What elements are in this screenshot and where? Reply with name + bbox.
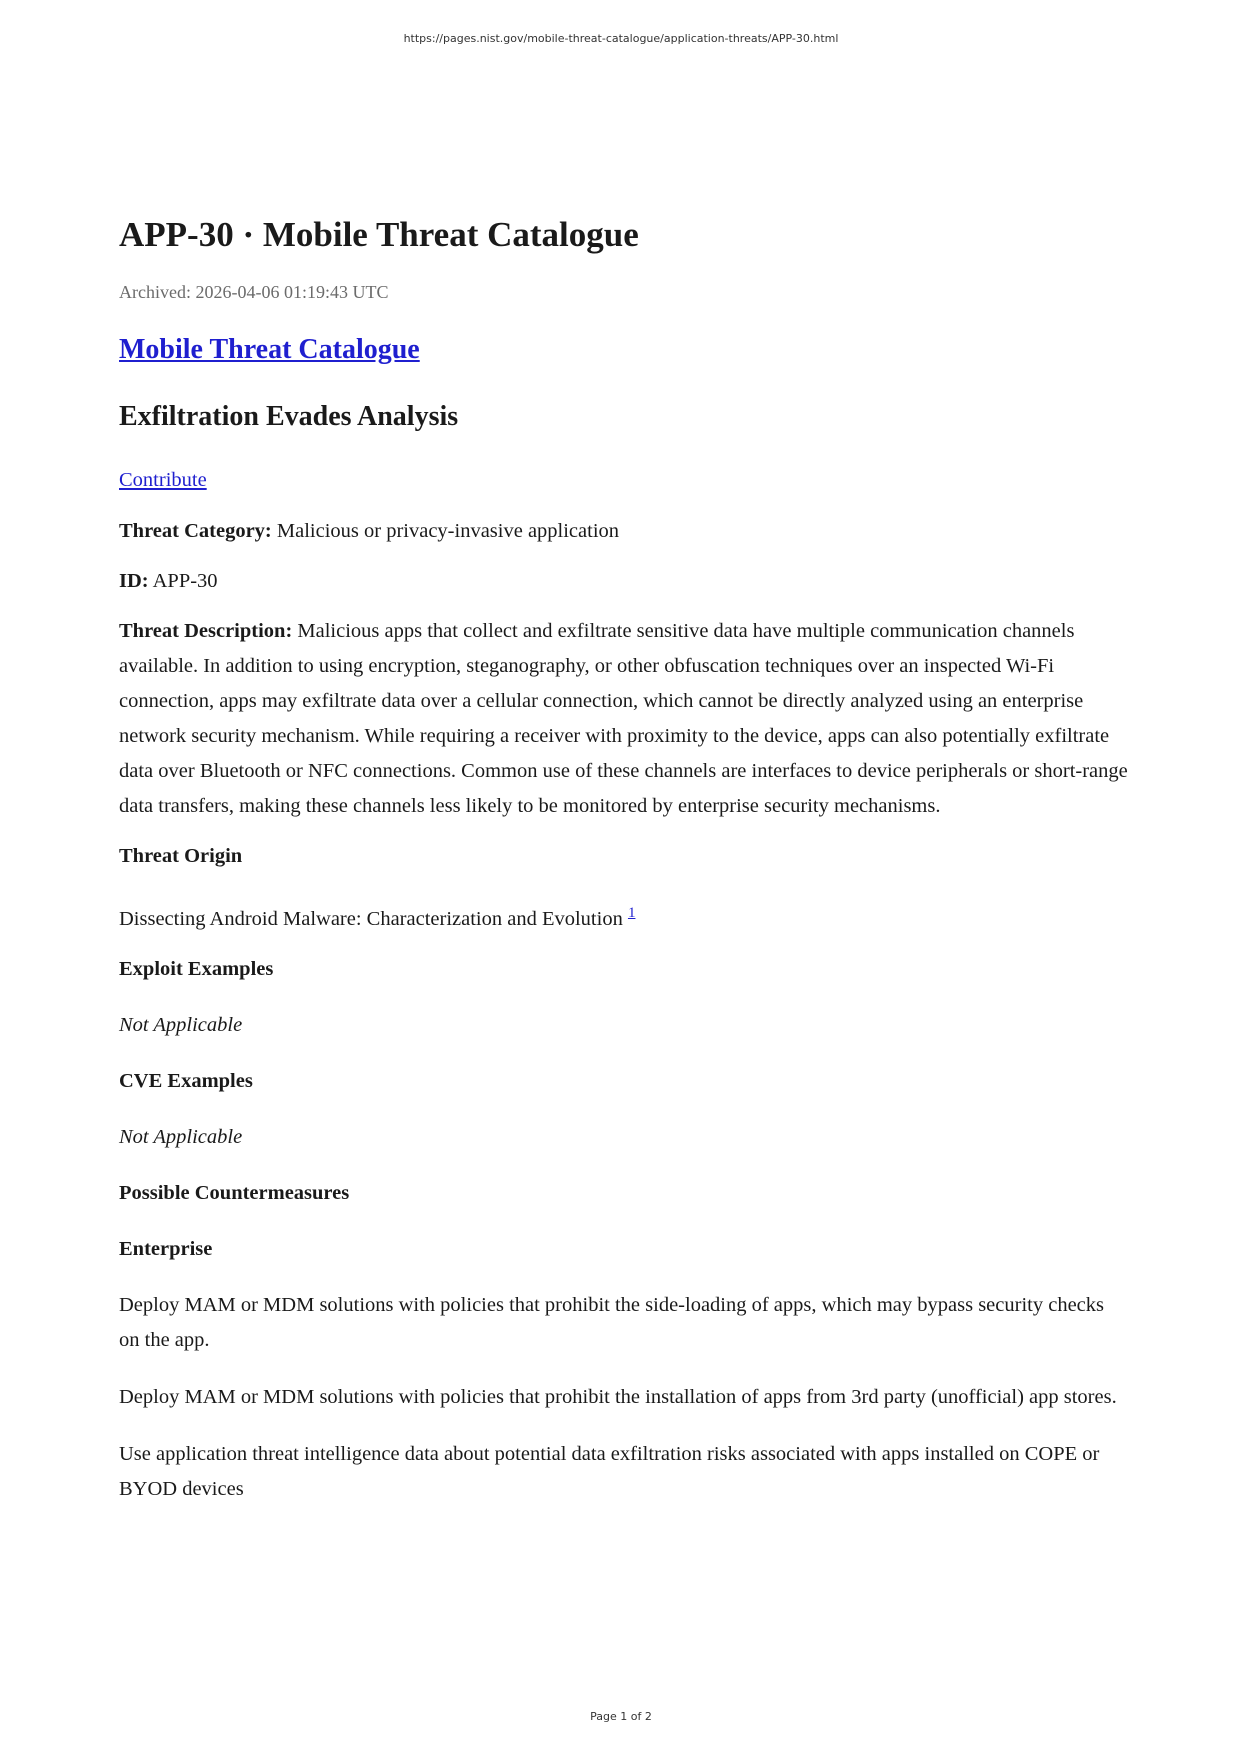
catalogue-link[interactable]: Mobile Threat Catalogue xyxy=(119,334,420,365)
page-number: Page 1 of 2 xyxy=(590,1710,652,1723)
countermeasure-item: Deploy MAM or MDM solutions with policies that prohibit the side-loading of apps, which may bypass security checks on the app. xyxy=(119,1293,1105,1351)
threat-origin-heading: Threat Origin xyxy=(119,845,243,867)
threat-category-label: Threat Category: xyxy=(119,520,272,542)
threat-description xyxy=(119,614,1129,824)
exploit-examples-text: Not Applicable xyxy=(119,1013,243,1036)
contribute-paragraph xyxy=(119,463,1129,498)
cve-examples-heading: CVE Examples xyxy=(119,1069,253,1092)
countermeasure-item: Use application threat intelligence data about potential data exfiltration risks associated with apps installed on COPE or BYOD devices xyxy=(119,1442,1100,1500)
archived-timestamp: Archived: 2026-04-06 01:19:43 UTC xyxy=(119,282,389,302)
threat-name-heading: Exfiltration Evades Analysis xyxy=(119,401,459,432)
threat-description-label: Threat Description: xyxy=(119,620,293,642)
threat-description-value: Malicious apps that collect and exfiltrate sensitive data have multiple communication channels available. In addition to using encryption, steganography, or other obfuscation techniques over an inspected Wi-Fi connection, apps may exfiltrate data over a cellular connection, which cannot be directly analyzed using an enterprise network security mechanism. While requiring a receiver with proximity to the device, apps can also potentially exfiltrate data over Bluetooth or NFC connections. Common use of these channels are interfaces to device peripherals or short-range data transfers, making these channels less likely to be monitored by enterprise security mechanisms. xyxy=(119,620,1128,817)
page-url-header: https://pages.nist.gov/mobile-threat-catalogue/application-threats/APP-30.html xyxy=(403,32,839,45)
enterprise-heading: Enterprise xyxy=(119,1237,213,1260)
contribute-link[interactable]: Contribute xyxy=(119,469,207,491)
threat-category-value: Malicious or privacy-invasive application xyxy=(276,520,620,542)
page-title: APP-30 · Mobile Threat Catalogue xyxy=(119,215,639,254)
threat-category xyxy=(119,514,1129,549)
exploit-examples-heading: Exploit Examples xyxy=(119,957,274,980)
countermeasures-heading: Possible Countermeasures xyxy=(119,1181,350,1204)
footnote-ref-link[interactable]: 1 xyxy=(627,905,636,921)
footnote-ref xyxy=(628,902,636,921)
countermeasure-item: Deploy MAM or MDM solutions with policies that prohibit the installation of apps from 3rd party (unofficial) app stores. xyxy=(119,1385,1117,1408)
document-content xyxy=(119,212,1129,1507)
threat-origin-source: Dissecting Android Malware: Characterization and Evolution xyxy=(119,907,623,930)
threat-id xyxy=(119,564,1129,599)
catalogue-heading xyxy=(119,332,1129,368)
threat-id-label: ID: xyxy=(119,570,149,592)
cve-examples-text: Not Applicable xyxy=(119,1125,243,1148)
threat-origin-text xyxy=(119,894,1129,937)
threat-id-value: APP-30 xyxy=(152,570,218,592)
